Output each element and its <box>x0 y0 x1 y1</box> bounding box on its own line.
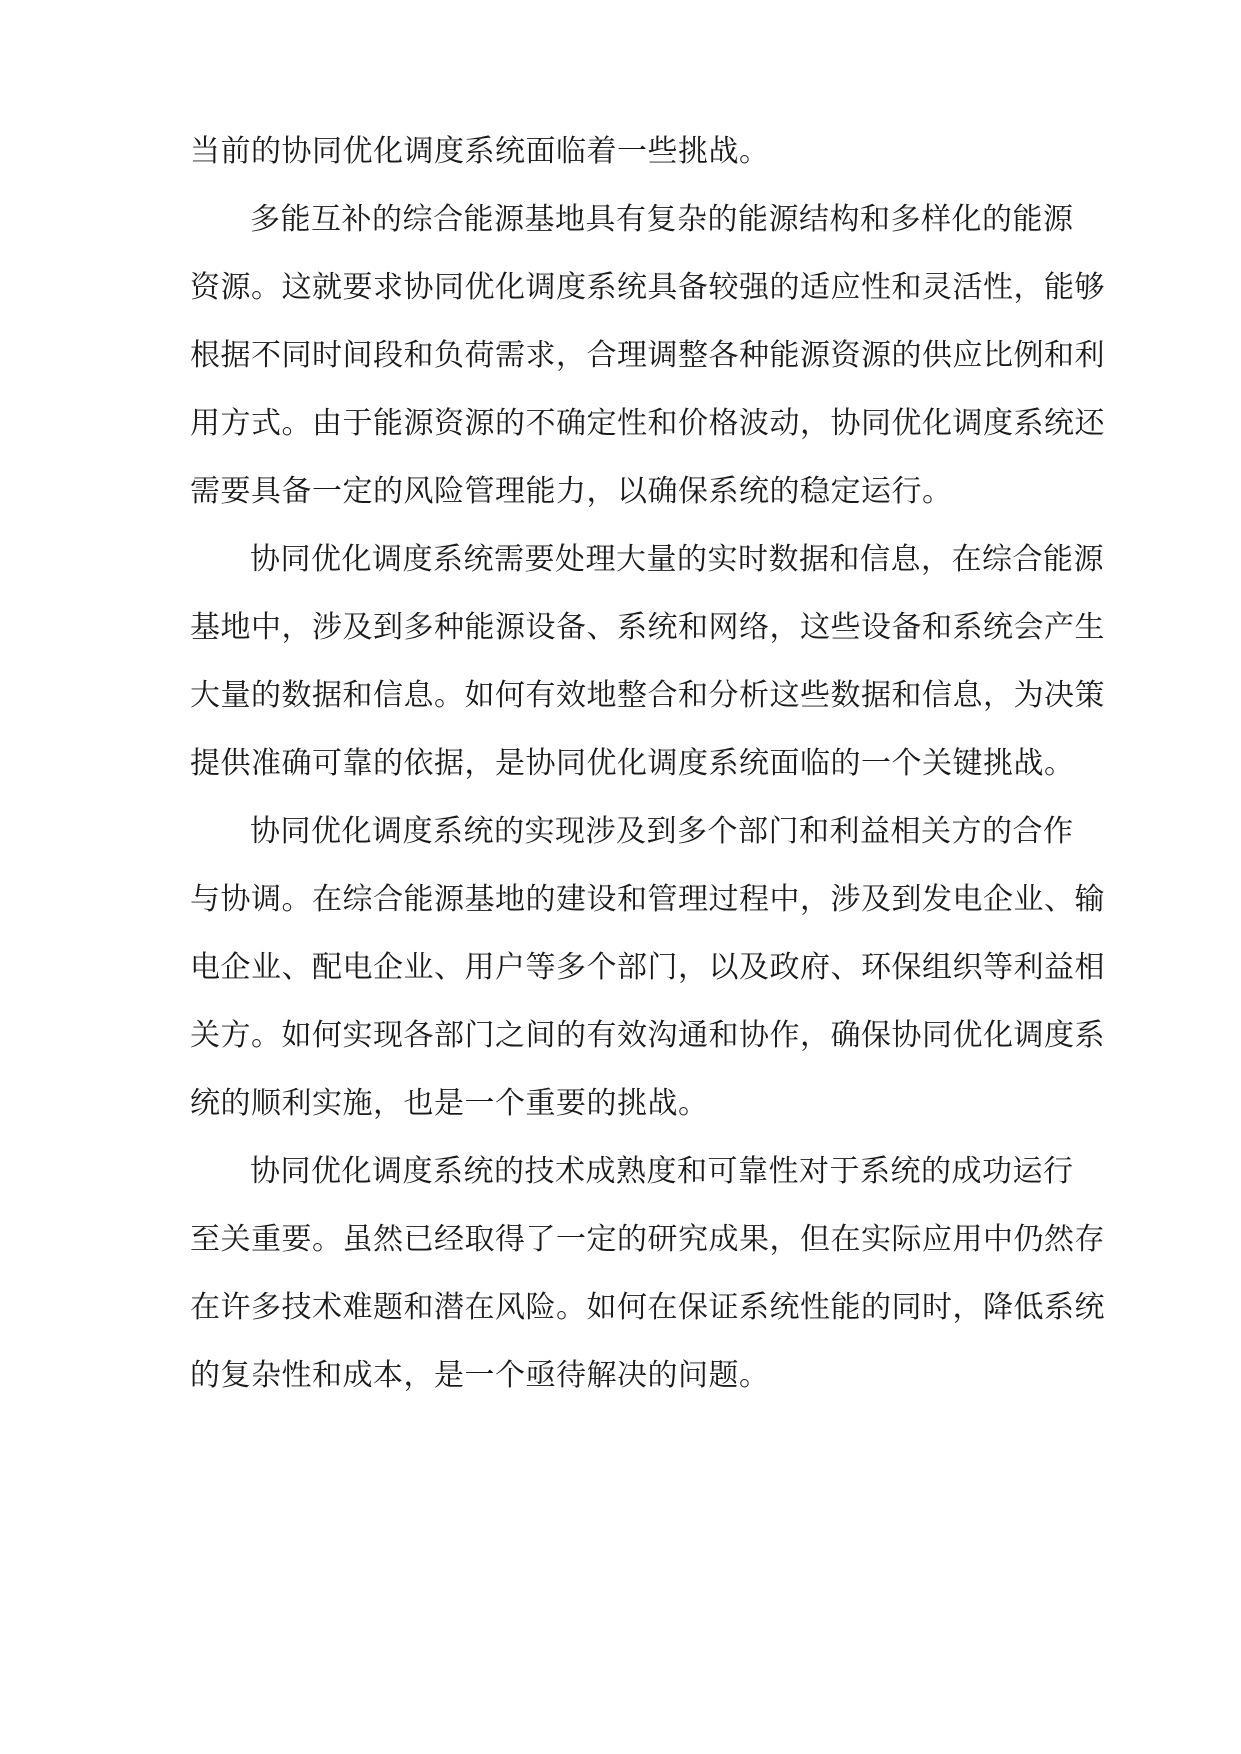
paragraph-2-line-1: 多能互补的综合能源基地具有复杂的能源结构和多样化的能源 <box>250 202 1074 237</box>
paragraph-1-line-1: 当前的协同优化调度系统面临着一些挑战。 <box>190 134 770 169</box>
document-page <box>190 0 1105 1754</box>
paragraph-3-line-4: 提供准确可靠的依据，是协同优化调度系统面临的一个关键挑战。 <box>190 746 1075 781</box>
paragraph-2-line-3: 根据不同时间段和负荷需求，合理调整各种能源资源的供应比例和利 <box>190 338 1105 373</box>
paragraph-2-line-2: 资源。这就要求协同优化调度系统具备较强的适应性和灵活性，能够 <box>190 270 1105 305</box>
paragraph-3-line-3: 大量的数据和信息。如何有效地整合和分析这些数据和信息，为决策 <box>190 678 1105 713</box>
paragraph-4-line-5: 统的顺利实施，也是一个重要的挑战。 <box>190 1086 709 1121</box>
paragraph-3-line-1: 协同优化调度系统需要处理大量的实时数据和信息，在综合能源 <box>250 542 1104 577</box>
paragraph-2-line-4: 用方式。由于能源资源的不确定性和价格波动，协同优化调度系统还 <box>190 406 1105 441</box>
paragraph-2-line-5: 需要具备一定的风险管理能力，以确保系统的稳定运行。 <box>190 474 953 509</box>
paragraph-3-line-2: 基地中，涉及到多种能源设备、系统和网络，这些设备和系统会产生 <box>190 610 1105 645</box>
paragraph-4-line-2: 与协调。在综合能源基地的建设和管理过程中，涉及到发电企业、输 <box>190 882 1105 917</box>
paragraph-5-line-2: 至关重要。虽然已经取得了一定的研究成果，但在实际应用中仍然存 <box>190 1222 1105 1257</box>
paragraph-4-line-3: 电企业、配电企业、用户等多个部门，以及政府、环保组织等利益相 <box>190 950 1105 985</box>
paragraph-5-line-1: 协同优化调度系统的技术成熟度和可靠性对于系统的成功运行 <box>250 1154 1074 1189</box>
paragraph-4-line-4: 关方。如何实现各部门之间的有效沟通和协作，确保协同优化调度系 <box>190 1018 1105 1053</box>
paragraph-4-line-1: 协同优化调度系统的实现涉及到多个部门和利益相关方的合作 <box>250 814 1074 849</box>
paragraph-5-line-3: 在许多技术难题和潜在风险。如何在保证系统性能的同时，降低系统 <box>190 1290 1105 1325</box>
paragraph-5-line-4: 的复杂性和成本，是一个亟待解决的问题。 <box>190 1358 770 1393</box>
